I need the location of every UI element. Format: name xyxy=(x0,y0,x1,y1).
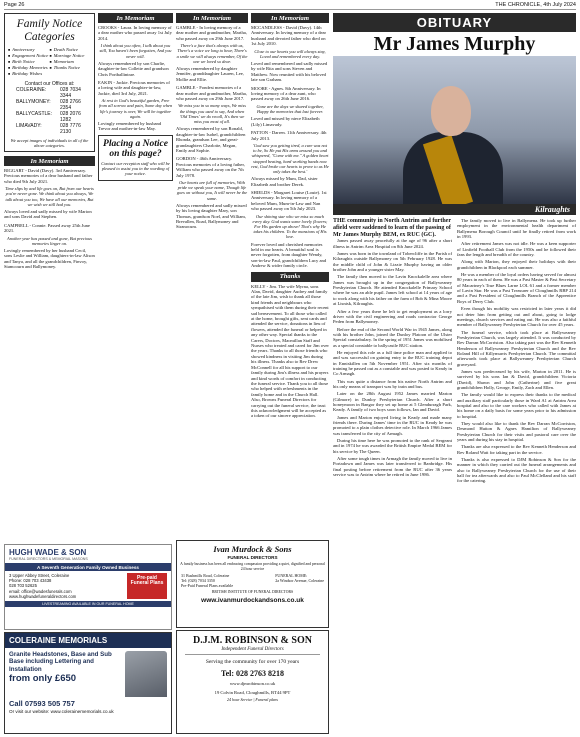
notice-moore-end: Loved and missed by niece Elizabeth (Lily) Limavady. xyxy=(251,116,320,127)
fnc-list xyxy=(8,47,91,77)
contact-town: LIMAVADY: xyxy=(16,123,42,129)
ivan-heading: Ivan Murdock & Sons xyxy=(213,544,292,554)
ivan-web: www.ivanmurdockandsons.co.uk xyxy=(201,596,304,604)
obituary-paragraph: The family would like to express their thanks to the medical and auxiliary staff particularly those in Ward A1 at Antrim Area hospital and also to the care workers who called with James at his home on a daily basis for some years prior to his admission to hospital. xyxy=(457,392,576,419)
fnc-item: ■ Memoriam xyxy=(50,59,92,65)
notice-crooks-end: Always remembered by son Charlie, daughter-in-law Collette and grandson Chris Portballintrae. xyxy=(98,60,169,77)
hw-phone: Phone: 028 703 43438 xyxy=(9,578,52,584)
ivan-tel: Tel: (028) 7034 3350 xyxy=(181,578,215,584)
ivan-murdock-ad xyxy=(176,540,329,628)
hw-email: email: office@wadesfunerals.com xyxy=(9,588,72,594)
notice-shields: SHIELDS - Margaret Louise (Louie). 1st Anniversary. In loving memory of a beloved Mum, Mum-in-Law and Nan who passed away on 5th July 2023. xyxy=(251,189,327,212)
in-memoriam-heading: In Memoriam xyxy=(251,13,329,23)
fnc-item: ■ Birthday Wishes xyxy=(8,71,50,77)
ivan-fh: FUNERAL HOME: xyxy=(275,573,308,579)
obituary-paragraph: After some tough times in Armagh the family moved to live in Portadown and James was later transferred to Banbridge. His final posting before retirement from the RUC after 36 years service was to Antrim where he retired in June 1986. xyxy=(333,456,452,478)
cm-text: Granite Headstones, Base and Sub Base including Lettering and Installation xyxy=(9,651,112,673)
notice-eakin: EAKIN - Jackie. Precious memories of a loving wife and daughter-in-law, Jackie, died 3rd July, 2021. xyxy=(98,80,170,96)
djm-robinson-ad xyxy=(176,630,329,734)
hugh-wade-ad xyxy=(4,544,172,630)
djm-serving: Serving the community for over 170 years xyxy=(205,659,300,665)
column-3 xyxy=(176,13,248,230)
verse-shields: Our shining star who we miss so much every day. God wants some lovely flowers; For His garden up above! That's why He takes his children. To the mansions of His love. xyxy=(252,213,328,240)
obituary-lead: THE community in North Antrim and further afield were saddened to learn of the passing of Mr James Murphy BEM, ex RUC (GC). xyxy=(333,218,451,238)
placing-text: Contact our reception staff who will be pleased to assist you in the wording of your notice. xyxy=(101,160,170,177)
verse-mccandless: Close to our hearts you will always stay, Loved and remembered every day. xyxy=(254,48,326,59)
djm-address: 19 Colvin Road, Cloughmills, BT44 9PT xyxy=(214,690,291,695)
verse-biggart: Time slips by and life goes on, But from our hearts you're never gone. We think about you always, We talk about you too, We have all our memories, But we wish we still had you. xyxy=(5,186,94,207)
notice-gamble-2-end: Always remembered by son Ronald, daughter-in-law Isobel, grandchildren Rhonda, grandson Lee, and great-grandaughters Charlotte, Megan, Emily and Sophie. xyxy=(176,126,246,153)
ivan-assoc: BRITISH INSTITUTE OF FUNERAL DIRECTORS xyxy=(211,590,294,595)
obituary-paragraph: He enjoyed this role as a full time police man and applied to and was successful on gaining entry to the RUC training depot in Enniskillen on 5th November 1951. After six months of training he passed out as a constable and was posted to Keady in Co Armagh. xyxy=(333,349,452,377)
notice-campbell: CAMPBELL - Connie. Passed away 25th June 2021. xyxy=(4,222,90,234)
obituary-body xyxy=(333,218,576,486)
notice-gordon: GORDON - 46th Anniversary. Precious memories of a loving father, William who passed away on the 7th July 1978. xyxy=(176,156,245,178)
djm-tel: Tel: 028 2763 8218 xyxy=(220,669,285,678)
obituary-paragraph: This was quite a distance from his native North Antrim and his only means of transport was by train and bus. xyxy=(333,378,452,389)
obituary-caption: Kilraughts xyxy=(333,204,576,215)
ivan-sub: FUNERAL DIRECTORS xyxy=(227,555,278,560)
notice-gamble-2: GAMBLE - Fondest memories of a dear mother and grandmother, Martha, who passed away on 29th June 2017. xyxy=(176,85,247,102)
verse-moore: Gone are the days we shared together, Happy the memories that last forever. xyxy=(256,103,324,115)
placing-notice-box xyxy=(98,135,173,181)
notice-eakin-end: Lovingly remembered by husband Trevor and mother-in-law May. xyxy=(98,121,162,132)
ivan-fh-address: 2a Windsor Avenue, Coleraine xyxy=(275,578,324,584)
fnc-contact-heading: Contact our Offices at: xyxy=(24,81,75,87)
hw-prepaid-badge: Pre-paid Funeral Plans xyxy=(127,573,167,599)
cm-heading: COLERAINE MEMORIALS xyxy=(5,633,171,648)
obituary-paragraph: After retirement James was not idle. He was a keen supporter of Linfield Football Club from the 1950s and he followed their fans the length and breadth of the country. xyxy=(457,241,576,258)
contact-tel: 028 2076 1282 xyxy=(60,111,81,123)
fnc-item: ■ Anniversary xyxy=(8,47,50,53)
obituary-banner: OBITUARY xyxy=(333,13,576,32)
hw-logo: HUGH WADE & SON xyxy=(9,548,87,557)
verse-gordon: Our hearts are full of memories, With pride we speak your name, Though life goes on without you, It will never be the same. xyxy=(176,179,248,201)
obituary-col-right xyxy=(457,218,576,486)
obituary-section xyxy=(333,13,576,486)
fnc-item: ■ Death Notice xyxy=(50,47,92,53)
thanks-heading: Thanks xyxy=(251,272,329,282)
obituary-paragraph: James was predeceased by his wife, Marion in 2011. He is survived by his sons Ian & David, grandchildren Victoria (David), Shawn and John (Catherine) and five great grandchildren Holly, George, Emily, Zach and Ellen. xyxy=(457,368,576,390)
hw-web: www.hughwadefuneraldirectors.com xyxy=(9,593,77,599)
ivan-address: 31 Bushmills Road, Coleraine xyxy=(181,573,230,579)
notice-moore: MOORE - Agnes. 8th Anniversary. In loving memory of a dear aunt, who passed away on 26th June 2016. xyxy=(251,85,321,102)
obituary-paragraph: The family moved to live in Ballymena. He took up further employment in the environmental health department of Ballymena Borough Council until he finally retired from work in 1993. xyxy=(457,218,576,240)
hw-livestream: LIVESTREAMING AVAILABLE IN OUR FUNERAL HOME xyxy=(5,601,171,607)
headstone-image xyxy=(125,651,167,697)
page-header xyxy=(4,2,576,10)
fnc-item: ■ Marriage Notice xyxy=(50,53,92,59)
column-2 xyxy=(98,13,173,181)
notice-gordon-end: Always remembered and sadly missed by his loving daughter Mary, son Thomas, grandson Noel, and William, Brevallen, Road, Ballymoney and Stranocum. xyxy=(176,202,247,230)
notice-biggart-end: Always loved and sadly missed by wife Marion and sons David and Stephen. xyxy=(4,209,92,220)
page-number: Page 26 xyxy=(4,2,25,8)
obituary-paragraph: Thanks is also expressed to DJM Robinson & Son for the manner in which they carried out the funeral arrangements and also to Ballyweaney Presbyterian Church for the use of their hall for tea afterwards and also to Paul McClelland and his staff for the catering. xyxy=(457,457,576,484)
obituary-paragraph: After a few years there he left to get employment as a lorry driver with the civil engineering and roads contractor George Peden from Ballymoney. xyxy=(333,308,452,325)
fnc-title: Family Notice Categories xyxy=(16,18,83,43)
verse-patton: 'God saw you getting tired, a cure was not to be, So He put His arms around you and whispered, "Come with me." A golden heart stopped beating, hard working hands now rest, God broke our hearts to prove to us He only takes the best.' xyxy=(251,142,329,174)
obituary-paragraph: James passed away peacefully at the age of 96 after a short illness in Antrim Area Hospital on 8th June 2024. xyxy=(333,238,452,249)
notice-campbell-end: Lovingly remembered by her husband Cecil, sons Leslie and William, daughters-in-law Alison and Tanya, and all the grandchildren, Finvoy, Stamcourn and Ballymoney. xyxy=(4,248,95,270)
fnc-item: ■ Birthday Memories xyxy=(8,65,50,71)
family-notice-categories-box xyxy=(4,13,95,152)
obituary-paragraph: Later on the 28th August 1952 James married Marion (Gilmore) in Dunloy Presbyterian Church. After a short honeymoon in Bangor they set up home at 5 Glendurragh Park, Keady. A family of two boys soon follows, Ian and David. xyxy=(333,391,452,413)
notice-biggart: BIGGART - David (Davy). 3rd Anniversary. Precious memories of a dear husband and father who died 9th July 2021. xyxy=(4,168,93,184)
contact-tel: 028 7776 2130 xyxy=(60,123,81,135)
in-memoriam-heading: In Memoriam xyxy=(4,156,95,166)
notice-gamble-1-end: Always remembered by daughter Jennifer, granddaughter Lauren, Lee, Mollie and Ellie. xyxy=(176,66,244,82)
notice-patton-end: Always missed by Mum, Dad, sister Elizabeth and brother Derek. xyxy=(251,176,318,187)
obituary-paragraph: They would also like to thank the Rev Darran McCorriston, Desmond Hutton & Agnes Hamilton of Ballyweaney Presbyterian Church for their visits and pastoral care over the years and during his stay in hospital. xyxy=(457,421,576,443)
fnc-item: ■ Birth Notice xyxy=(8,59,50,65)
ivan-desc: A family business has been all embracing compassion providing a quiet, dignified and personal 24 hour service xyxy=(180,562,325,571)
fnc-footer: We accept images of individuals in all of the above categories. xyxy=(10,138,89,148)
cm-web: Or visit our website: www.colerainememorials.co.uk xyxy=(9,709,114,714)
notice-patton: PATTON - Darren. 11th Anniversary. 4th July 2013. xyxy=(251,130,327,141)
obituary-paragraph: During his time here he was promoted to the rank of Sergeant and in 1974 he was awarded the British Empire Medal BEM for his service by The Queen. xyxy=(333,438,452,454)
djm-sub: Independent Funeral Directors xyxy=(185,647,320,655)
contact-town: BALLYMONEY: xyxy=(16,99,51,105)
hw-phone-2: 028 703 52625 xyxy=(9,583,37,589)
hw-address: 3 Upper Abbey Street, Coleraine xyxy=(9,573,70,578)
obituary-paragraph: He was a member of the loyal orders having served for almost 80 years in each of them. He was a Past Master & Past Secretary of Macartney's True Blues Larne LOL 61 and a former member of Lavin Star. He was a Past Treasurer of Cloughmills RBP 214 and a Past President of Cloughmills Branch of the Apprentice Boys of Derry Club. xyxy=(457,272,576,304)
paper-date: THE CHRONICLE, 4th July 2024 xyxy=(495,2,576,8)
djm-heading: D.J.M. ROBINSON & SON xyxy=(193,635,312,646)
cm-price: from only £650 xyxy=(9,673,77,685)
notice-kelly-thanks: KELLY - Jim. The wife Myrna, sons Alan, David, daughter Audrey and family of the late Jim, wish to thank all those kind friends and neighbours who sympathised with them during their recent sad bereavement. To all those who called at the home, brought gifts, sent cards and attended the service, donations in lieu of flowers, attended the funeral or helped in any other way. Special thanks to the Carers, Doctors, Macmillan Staff and Nurses who treated and cared for Jim over the years. Thanks to all those friends who showed kindness in visiting Jim during his illness. Thanks also to Rev Drew McConnell for all his support to our family during Jim's illness and his prayers and kind words of comfort in conducting the funeral service. Thank you to all those who helped with refreshments in the family home and in the Church Hall. Also, Browns Funeral Directors for carrying out the funeral service, the trust this acknowledgment will be accepted as a token of our sincere appreciation. xyxy=(251,283,329,419)
obituary-paragraph: Along with Marion, they enjoyed their holidays with their grandchildren in Blackpool each summer. xyxy=(457,259,576,270)
coleraine-memorials-ad xyxy=(4,632,172,734)
in-memoriam-heading: In Memoriam xyxy=(98,13,173,23)
notice-shields-end: Forever loved and cherished memories held in our hearts. A beautiful soul is never forgotten, from daughter Wendy, son-in-law Paul, grandchildren Lucy and Andrew & wider family circle. xyxy=(251,241,327,269)
verse-eakin: At rest in God's beautiful garden, Free from all sorrow and pain, Some day when life's journey is over, We will be together again. xyxy=(98,98,173,119)
hw-band: A Seventh Generation Family Owned Business xyxy=(5,563,171,571)
notice-mccandless: MCCANDLESS - David (Davy). 14th Anniversary. In loving memory of a dear husband and devoted father who died on 1st July 2010. xyxy=(251,25,327,47)
fnc-item: ■ Engagement Notice xyxy=(8,53,50,59)
fnc-contacts xyxy=(8,87,91,135)
obituary-col-left xyxy=(333,218,452,486)
column-1 xyxy=(4,13,95,270)
fnc-item: ■ Thanks Notice xyxy=(50,65,92,71)
obituary-paragraph: Before the end of the Second World War in 1945 James, along with his brother John, joined the Dunloy Platoon of the Ulster Special constabulary. In the spring of 1951 James was mobilised as a special constable to ballycastle RUC station. xyxy=(333,326,452,348)
contact-tel: 028 7034 3344 xyxy=(60,87,81,99)
contact-town: BALLYCASTLE: xyxy=(16,111,53,117)
contact-tel: 028 2766 2354 xyxy=(60,99,81,111)
obituary-paragraph: The family then moved to the Lavin Knockalelle area where James was brought up in the congregation of Ballyweaney Presbyterian Church. He attended Knockalelle Primary School where he was an able pupil. James left school at 14 years of age to work along with his father on the farm of Bob & Mina Moore at Lisnisk, Kilraughts. xyxy=(333,274,452,307)
obituary-paragraph: The funeral service, which took place at Ballyweaney Presbyterian Church, was largely attended. It was conducted by Rev Darran McCorriston. Also taking part was the Rev Kenneth Henderson of Ballyweaney Presbyterian Church and the Rev Roland Hill of Killymurris Presbyterian Church. The committal afterwards took place at Ballyweaney Presbyterian Church graveyard. xyxy=(457,329,576,367)
placing-heading: Placing a Notice on this page? xyxy=(103,138,168,159)
notice-crooks: CROOKS - Laura. In loving memory of a dear mother who passed away 1st July 2014. xyxy=(98,25,172,41)
verse-crooks: I think about you often, I talk about you still, You haven't been forgotten, And you never will. xyxy=(99,43,172,59)
column-4 xyxy=(251,13,329,419)
obituary-paragraph: James and Marion enjoyed living in Keady and made many friends there. During James' time in the RUC in Keady he was promoted to a plain clothes detective role. In March 1966 James was transferred to the city of Armagh. xyxy=(333,414,452,436)
djm-hours: 24 hour Service | Funeral plans xyxy=(227,697,278,702)
obituary-name: Mr James Murphy xyxy=(373,33,536,55)
obituary-paragraph: James was born in the townland of Tobercliffe in the Parish of Kilraughts outside Ballymoney on 5th February 1928. He was the middle child of John & Lizzie Murphy having an older brother John and a younger sister May. xyxy=(333,251,452,273)
in-memoriam-heading: In Memoriam xyxy=(176,13,248,23)
verse-gamble-2: We miss you in so many ways, We miss the things you used to say, And when 'Old Times' we do recall, It's then we miss you most of all. xyxy=(178,103,246,125)
ivan-plans: Pre-Paid Funeral Plans available xyxy=(181,583,234,589)
contact-town: COLERAINE: xyxy=(16,87,47,93)
cm-call: Call 07593 505 757 xyxy=(9,699,75,708)
obituary-paragraph: Even though his mobility was restricted in later years it did not deter him from getting out and about, going to lodge meetings, church services and eating out. He was also a faithful member of Ballyweaney Presbyterian Church for over 45 years. xyxy=(457,306,576,328)
verse-gamble-1: There's a face that's always with us, There's a voice we long to hear, There's a smile we will always remember, Of the one we loved so dear. xyxy=(176,43,248,64)
djm-web: www.djmrobinson.co.uk xyxy=(229,681,276,686)
hw-sub: FUNERAL DIRECTORS & MEMORIAL MASONS xyxy=(9,557,88,561)
verse-campbell: Another year has passed and gone, But precious memories linger on. xyxy=(7,235,92,246)
notice-gamble-1: GAMBLE - In loving memory of a dear mother and grandmother, Martha, who passed away on 29th June 2017. xyxy=(176,25,247,41)
obituary-paragraph: Thanks are also expressed to the Rev Kenneth Henderson and Rev Roland Watt for taking part in the service. xyxy=(457,444,576,455)
notice-mccandless-end: Loved and remembered and sadly missed by wife Rita and sons Steven and Matthew. Now reunited with his beloved late son Graham. xyxy=(251,61,328,83)
obituary-photo xyxy=(333,56,576,204)
